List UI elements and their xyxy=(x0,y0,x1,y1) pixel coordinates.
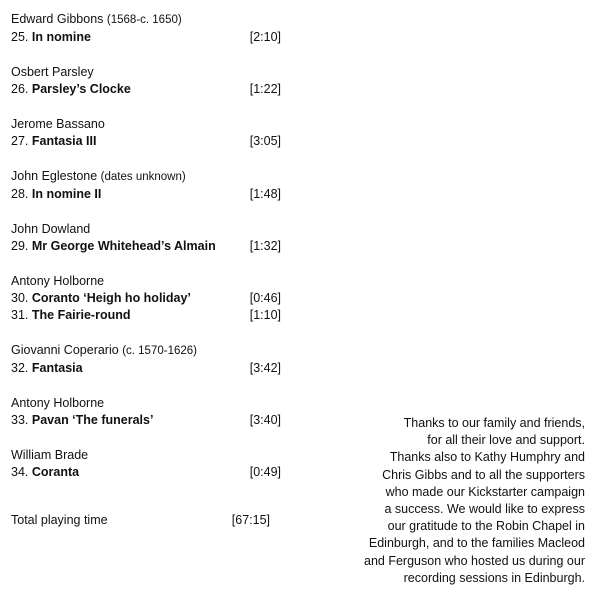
composer-group xyxy=(11,168,281,203)
track-info xyxy=(11,133,96,150)
track-row xyxy=(11,360,281,377)
track-title: In nomine xyxy=(31,30,91,44)
track-info xyxy=(11,464,79,481)
track-row xyxy=(11,412,281,429)
track-duration: [1:48] xyxy=(249,187,281,201)
track-number: 25. xyxy=(11,30,29,44)
track-duration: [2:10] xyxy=(249,30,281,44)
composer-dates: (dates unknown) xyxy=(100,171,186,183)
track-title: Mr George Whitehead’s Almain xyxy=(31,239,216,253)
composer-name: Antony Holborne xyxy=(11,396,105,410)
thanks-line: Thanks to our family and friends, xyxy=(403,416,585,430)
composer-line xyxy=(11,64,281,81)
composer-name: John Eglestone xyxy=(11,169,98,183)
track-title: In nomine II xyxy=(31,187,102,201)
composer-name: Osbert Parsley xyxy=(11,65,94,79)
track-info xyxy=(11,360,83,377)
track-duration: [1:32] xyxy=(249,239,281,253)
track-number: 31. xyxy=(11,308,29,322)
composer-group xyxy=(11,64,281,98)
track-duration: [0:46] xyxy=(249,291,281,305)
track-duration: [0:49] xyxy=(249,465,281,479)
thanks-line: recording sessions in Edinburgh. xyxy=(403,570,585,585)
track-title: Parsley’s Clocke xyxy=(31,82,131,96)
track-number: 26. xyxy=(11,82,29,96)
composer-dates: (1568-c. 1650) xyxy=(106,14,182,26)
track-list xyxy=(11,11,281,499)
track-number: 34. xyxy=(11,465,29,479)
composer-group xyxy=(11,11,281,46)
composer-group xyxy=(11,221,281,255)
track-title: Fantasia III xyxy=(31,134,97,148)
composer-group xyxy=(11,447,281,481)
composer-line xyxy=(11,395,281,412)
track-info xyxy=(11,412,153,429)
total-duration: [67:15] xyxy=(231,513,270,527)
composer-name: Giovanni Coperario xyxy=(11,343,119,357)
thanks-line: who made our Kickstarter campaign xyxy=(385,484,585,499)
track-row xyxy=(11,238,281,255)
track-row xyxy=(11,290,281,307)
track-number: 33. xyxy=(11,413,29,427)
composer-name: Antony Holborne xyxy=(11,274,105,288)
composer-name: William Brade xyxy=(11,448,89,462)
thanks-line: and Ferguson who hosted us during our xyxy=(364,553,585,568)
track-number: 32. xyxy=(11,361,29,375)
total-label: Total playing time xyxy=(11,513,108,527)
thanks-line: Chris Gibbs and to all the supporters xyxy=(382,467,585,482)
track-row xyxy=(11,307,281,324)
thanks-line: a success. We would like to express xyxy=(384,502,585,517)
track-info xyxy=(11,307,131,324)
acknowledgements xyxy=(345,415,585,587)
composer-group xyxy=(11,116,281,150)
track-duration: [1:10] xyxy=(249,308,281,322)
composer-line xyxy=(11,221,281,238)
composer-line xyxy=(11,168,281,186)
composer-line xyxy=(11,342,281,360)
track-info xyxy=(11,238,216,255)
track-number: 29. xyxy=(11,239,29,253)
composer-name: Jerome Bassano xyxy=(11,117,105,131)
composer-group xyxy=(11,395,281,429)
thanks-line: Thanks also to Kathy Humphry and xyxy=(389,450,585,465)
thanks-line: Edinburgh, and to the families Macleod xyxy=(368,536,585,551)
track-title: Coranto ‘Heigh ho holiday’ xyxy=(31,291,191,305)
composer-group xyxy=(11,273,281,324)
track-title: Coranta xyxy=(31,465,80,479)
track-duration: [3:05] xyxy=(249,134,281,148)
composer-line xyxy=(11,116,281,133)
track-duration: [1:22] xyxy=(249,82,281,96)
track-info xyxy=(11,29,91,46)
total-playing-time xyxy=(11,512,270,529)
composer-line xyxy=(11,273,281,290)
track-row xyxy=(11,464,281,481)
track-info xyxy=(11,186,101,203)
thanks-line: our gratitude to the Robin Chapel in xyxy=(387,519,585,534)
track-duration: [3:40] xyxy=(249,413,281,427)
track-title: Fantasia xyxy=(31,361,83,375)
track-row xyxy=(11,133,281,150)
composer-name: John Dowland xyxy=(11,222,91,236)
track-number: 28. xyxy=(11,187,29,201)
track-number: 30. xyxy=(11,291,29,305)
track-row xyxy=(11,186,281,203)
track-number: 27. xyxy=(11,134,29,148)
composer-group xyxy=(11,342,281,377)
composer-line xyxy=(11,11,281,29)
track-row xyxy=(11,29,281,46)
composer-line xyxy=(11,447,281,464)
track-title: Pavan ‘The funerals’ xyxy=(31,413,154,427)
track-row xyxy=(11,81,281,98)
track-title: The Fairie-round xyxy=(31,308,131,322)
thanks-line: for all their love and support. xyxy=(427,433,585,448)
track-info xyxy=(11,290,191,307)
track-info xyxy=(11,81,131,98)
composer-name: Edward Gibbons xyxy=(11,12,104,26)
track-duration: [3:42] xyxy=(249,361,281,375)
composer-dates: (c. 1570-1626) xyxy=(122,345,197,357)
